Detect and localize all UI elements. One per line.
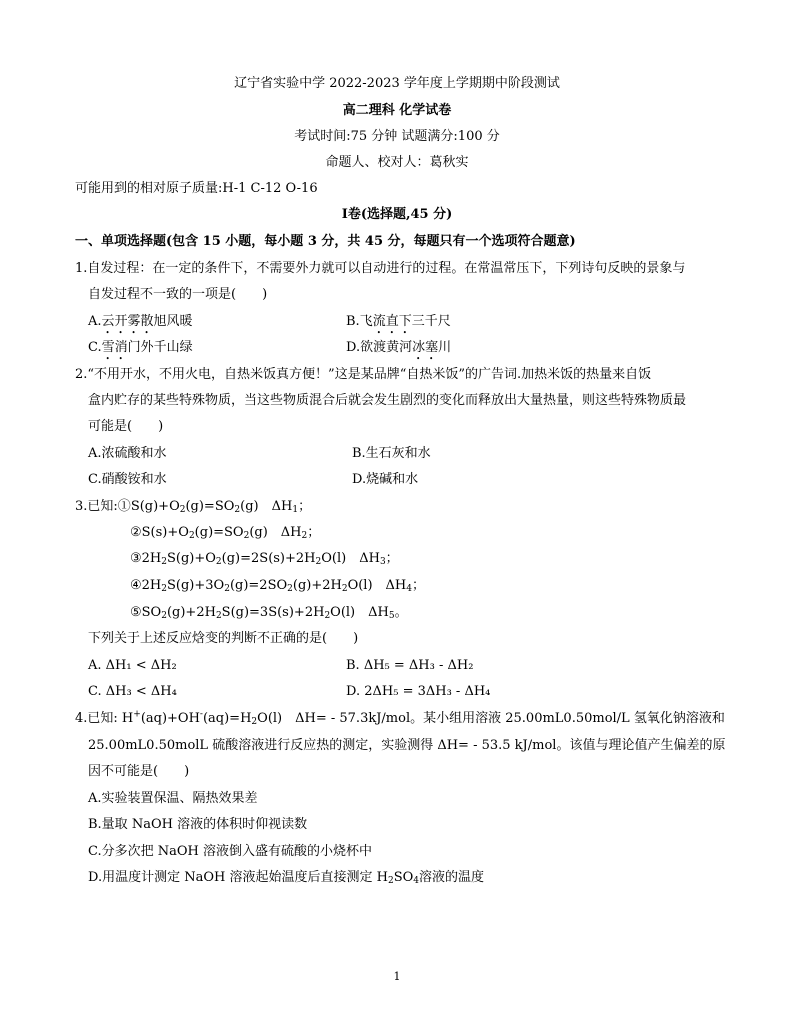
- q1-option-d: D.欲渡黄河冰塞川: [346, 340, 452, 355]
- q1-option-c: C.雪消门外千山绿: [88, 340, 193, 355]
- q4-option-c: C.分多次把 NaOH 溶液倒入盛有硫酸的小烧杯中: [88, 844, 373, 859]
- section-instructions: 一、单项选择题(包含 15 小题，每小题 3 分，共 45 分，每题只有一个选项符合题意): [75, 234, 576, 249]
- q3-option-d: D. 2ΔH₅ = 3ΔH₃ - ΔH₄: [346, 684, 491, 699]
- atomic-mass: 可能用到的相对原子质量:H-1 C-12 O-16: [75, 181, 318, 196]
- q3-reaction-2: $②S(s)+O_2(g)=SO_2(g)$ $\Delta H_2$；: [130, 525, 321, 541]
- q1-option-b: B.飞流直下三千尺: [346, 314, 451, 329]
- q3-reaction-1: 3.已知$:①S(g)+O_2(g)=SO_2(g)$ $\Delta H_1$；: [75, 499, 312, 515]
- q2-option-d: D.烧碱和水: [352, 472, 419, 487]
- exam-info: 考试时间:75 分钟 试题满分:100 分: [294, 129, 500, 144]
- q4-stem-line2: 25.00mL0.50molL 硫酸溶液进行反应热的测定，实验测得 ΔH= - 53.5 kJ/mol。该值与理论值产生偏差的原: [88, 738, 726, 753]
- q4-option-a: A.实验装置保温、隔热效果差: [88, 791, 258, 806]
- q3-option-b: B. ΔH₅ = ΔH₃ - ΔH₂: [346, 658, 474, 673]
- page-number: 1: [393, 970, 401, 983]
- authors: 命题人、校对人：葛秋实: [325, 155, 469, 170]
- q3-reaction-5: $⑤SO_2(g)+2H_2S(g)=3S(s)+2H_2O(l)$ $\Delta H_5$。: [130, 605, 408, 621]
- school-title: 辽宁省实验中学 2022-2023 学年度上学期期中阶段测试: [234, 76, 560, 91]
- q4-option-b: B.量取 NaOH 溶液的体积时仰视读数: [88, 817, 308, 832]
- q2-stem-line3: 可能是( ): [88, 419, 164, 434]
- subject-title: 高二理科 化学试卷: [342, 103, 452, 118]
- q4-option-d: D.用温度计测定 NaOH 溶液起始温度后直接测定 $H_2SO_4$溶液的温度: [88, 870, 485, 886]
- q2-option-b: B.生石灰和水: [352, 446, 431, 461]
- q3-reaction-4: $④2H_2S(g)+3O_2(g)=2SO_2(g)+2H_2O(l)$ $\Delta H_4$；: [130, 578, 426, 594]
- q3-option-a: A. ΔH₁ < ΔH₂: [88, 658, 177, 673]
- q4-stem-line1: 4.已知: $H^+(aq)+OH^-(aq)=H_2O(l)$ ΔH= - 57.3kJ/mol。某小组用溶液 25.00mL0.50mol/L 氢氧化钠溶液和: [75, 709, 725, 727]
- q2-option-c: C.硝酸铵和水: [88, 472, 167, 487]
- q4-stem-line3: 因不可能是( ): [88, 764, 190, 779]
- section-title: Ⅰ卷(选择题,45 分): [341, 207, 453, 222]
- q1-option-a: A.云开雾散旭风暖: [88, 314, 193, 329]
- q3-option-c: C. ΔH₃ < ΔH₄: [88, 684, 177, 699]
- q2-stem-line1: 2.“不用开水，不用火电，自热米饭真方便！”这是某品牌“自热米饭”的广告词.加热米饭的热量来自饭: [75, 367, 652, 382]
- q2-option-a: A.浓硫酸和水: [88, 446, 167, 461]
- q1-stem-line2: 自发过程不一致的一项是( ): [88, 287, 268, 302]
- q3-question: 下列关于上述反应焓变的判断不正确的是( ): [88, 631, 359, 646]
- q3-reaction-3: $③2H_2S(g)+O_2(g)=2S(s)+2H_2O(l)$ $\Delta H_3$；: [130, 551, 399, 567]
- q2-stem-line2: 盒内贮存的某些特殊物质，当这些物质混合后就会发生剧烈的变化而释放出大量热量，则这些特殊物质最: [88, 393, 687, 408]
- q1-stem-line1: 1.自发过程：在一定的条件下，不需要外力就可以自动进行的过程。在常温常压下，下列诗句反映的景象与: [75, 261, 686, 276]
